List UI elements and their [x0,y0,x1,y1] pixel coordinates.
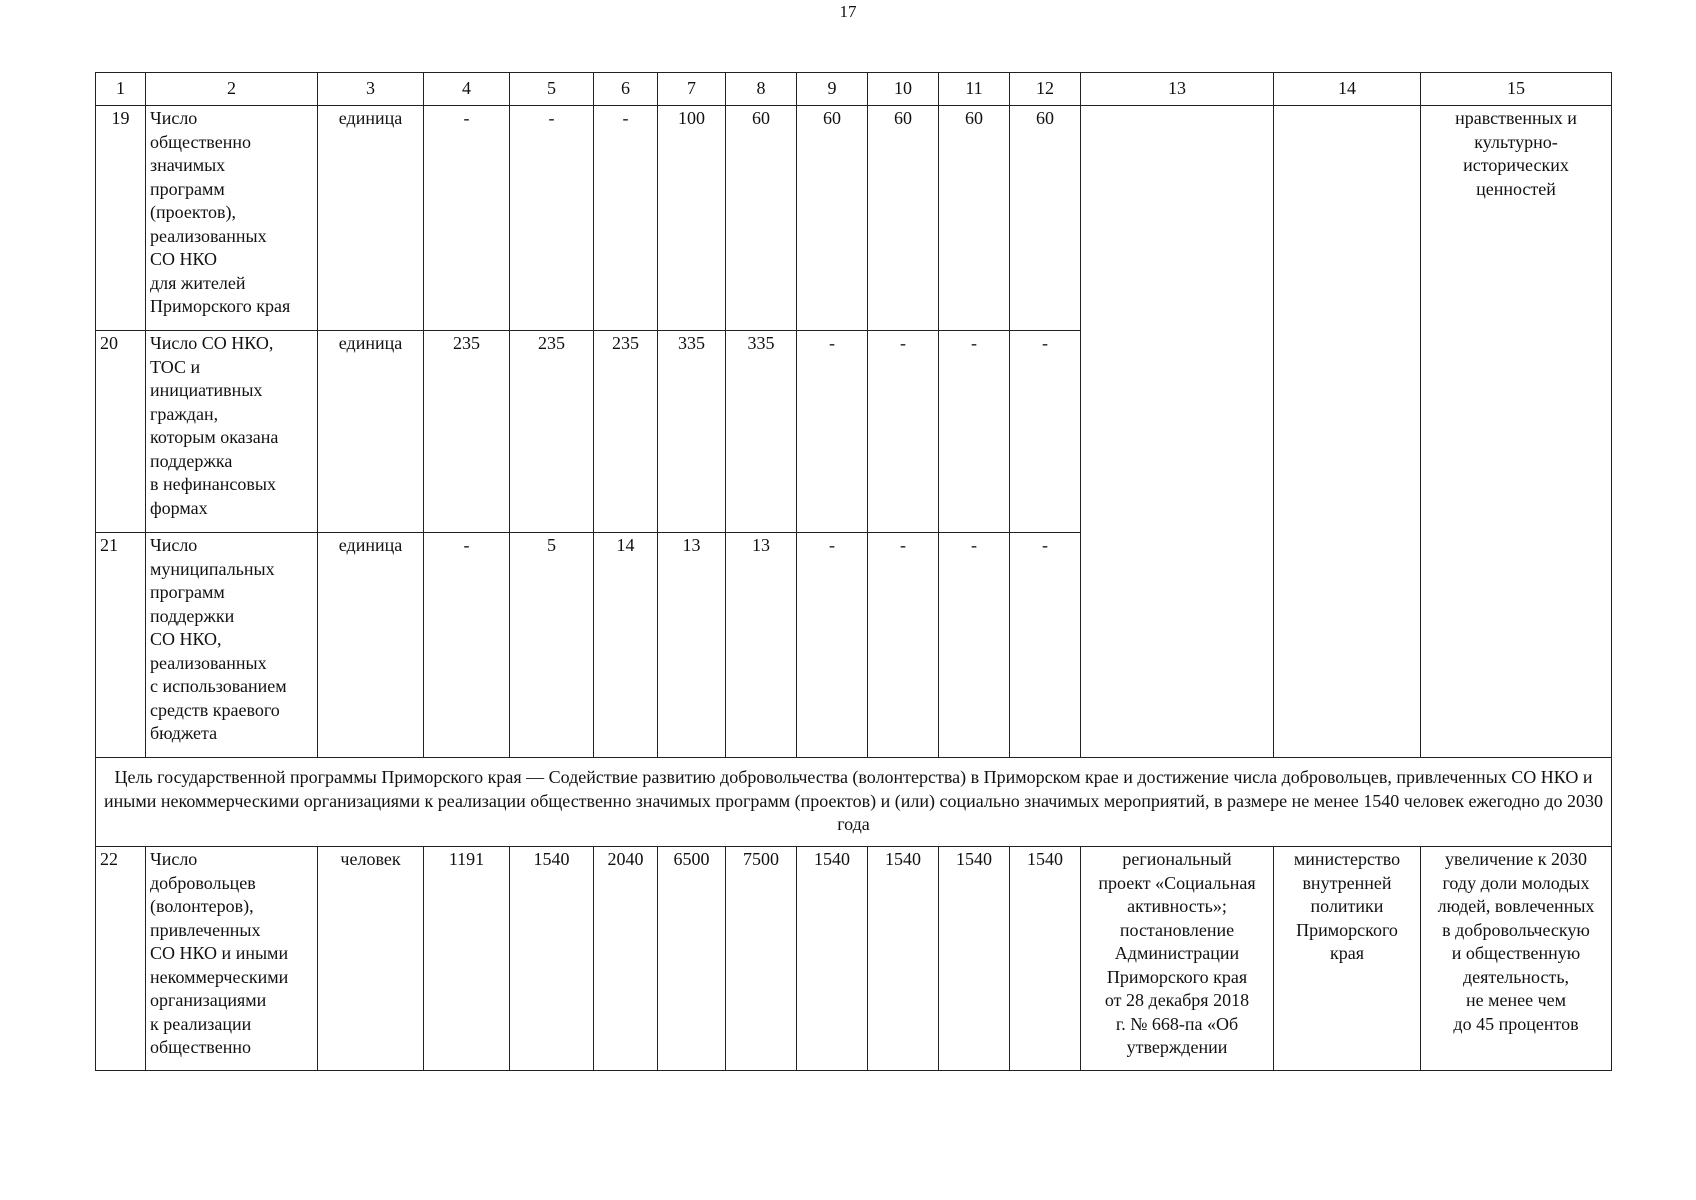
name-line: в нефинансовых [150,474,276,494]
responsible-cell [1274,847,1421,1071]
name-line: СО НКО [150,249,218,269]
name-line: граждан, [150,403,219,424]
value-cell: 60 [726,106,797,331]
name-line: которым оказана [150,427,279,447]
header-cell: 12 [1010,73,1081,106]
unit-cell: человек [318,847,424,1071]
page-number: 17 [839,2,857,21]
value-cell: 335 [658,331,726,533]
value-cell: 1540 [1010,847,1081,1071]
result-cell [1421,106,1612,758]
goal-row [96,758,1612,847]
source-line: Приморского края [1106,966,1248,987]
header-cell: 7 [658,73,726,106]
name-line: СО НКО и иными [150,943,289,963]
responsible-line: края [1329,943,1364,963]
name-line: бюджета [150,723,218,743]
value-cell: 5 [510,533,594,758]
table-row [96,847,1612,1071]
value-cell: - [797,533,868,758]
header-cell: 5 [510,73,594,106]
value-cell: - [868,331,939,533]
indicator-name [146,106,318,331]
source-line: активность»; [1127,896,1227,916]
header-cell: 14 [1274,73,1421,106]
result-line: нравственных и [1455,108,1577,128]
unit-cell: единица [318,106,424,331]
value-cell: 13 [658,533,726,758]
responsible-line: внутренней [1302,872,1392,893]
source-line: региональный [1122,849,1232,869]
result-line: исторических [1463,155,1569,175]
name-line: организациями [150,990,267,1010]
header-cell: 4 [424,73,510,106]
name-line: (волонтеров), [150,896,254,916]
value-cell: - [1010,533,1081,758]
source-line: постановление [1119,919,1235,940]
value-cell: - [424,533,510,758]
name-line: Приморского края [150,296,291,316]
name-line: общественно [150,131,251,152]
result-line: деятельность, [1462,966,1570,987]
header-cell: 15 [1421,73,1612,106]
value-cell: 60 [939,106,1010,331]
unit-cell: единица [318,331,424,533]
name-line: некоммерческими [150,966,289,987]
name-line: Число [150,108,198,128]
value-cell: 1540 [868,847,939,1071]
indicator-name [146,331,318,533]
result-line: людей, вовлеченных [1437,896,1595,916]
value-cell: 60 [868,106,939,331]
indicator-name [146,533,318,758]
name-line: ТОС и [150,356,201,377]
name-line: с использованием [150,676,287,696]
value-cell: - [868,533,939,758]
value-cell: 6500 [658,847,726,1071]
result-line: увеличение к 2030 [1444,849,1588,869]
result-line: культурно- [1474,131,1558,152]
value-cell: - [594,106,658,331]
name-line: значимых [150,155,226,175]
name-line: Число [150,849,198,869]
indicator-name [146,847,318,1071]
value-cell: 2040 [594,847,658,1071]
table-row [96,106,1612,331]
value-cell: 1191 [424,847,510,1071]
name-line: привлеченных [150,919,261,940]
name-line: СО НКО, [150,629,222,649]
row-number: 19 [96,106,146,331]
name-line: средств краевого [150,699,280,720]
row-number: 22 [96,847,146,1071]
header-cell: 6 [594,73,658,106]
value-cell: 335 [726,331,797,533]
header-row [96,73,1612,106]
result-line: ценностей [1476,178,1556,199]
name-line: формах [150,497,208,518]
source-line: утверждении [1126,1037,1228,1057]
value-cell: - [939,533,1010,758]
value-cell: 1540 [510,847,594,1071]
responsible-cell-empty [1274,106,1421,758]
name-line: поддержки [150,605,235,626]
value-cell: 60 [1010,106,1081,331]
header-cell: 11 [939,73,1010,106]
name-line: добровольцев [150,872,256,893]
source-line: г. № 668-па «Об [1115,1013,1239,1034]
source-line: проект «Социальная [1098,872,1256,893]
header-cell: 2 [146,73,318,106]
value-cell: - [797,331,868,533]
source-cell-empty [1081,106,1274,758]
value-cell: - [939,331,1010,533]
name-line: для жителей [150,272,246,293]
responsible-line: министерство [1293,849,1401,869]
value-cell: 13 [726,533,797,758]
name-line: (проектов), [150,202,236,222]
name-line: к реализации [150,1013,252,1034]
name-line: инициативных [150,380,263,400]
name-line: реализованных [150,225,267,246]
unit-cell: единица [318,533,424,758]
name-line: поддержка [150,450,233,471]
result-cell [1421,847,1612,1071]
value-cell: 1540 [797,847,868,1071]
source-line: от 28 декабря 2018 [1104,990,1250,1010]
value-cell: - [1010,331,1081,533]
value-cell: 14 [594,533,658,758]
header-cell: 13 [1081,73,1274,106]
header-cell: 10 [868,73,939,106]
result-line: в добровольческую [1442,919,1590,940]
result-line: не менее чем [1465,990,1567,1010]
name-line: общественно [150,1037,251,1057]
name-line: реализованных [150,652,267,673]
value-cell: - [510,106,594,331]
value-cell: 100 [658,106,726,331]
result-line: и общественную [1451,943,1581,963]
program-goal-text: Цель государственной программы Приморского края — Содействие развитию добровольчества (волонтерства) в Приморском крае и достижение числа добровольцев, привлеченных СО НКО и иными некоммерческими организациями к реализации общественно значимых программ (проектов) и (или) социально значимых мероприятий, в размере не менее 1540 человек ежегодно до 2030 года [96,758,1612,847]
name-line: Число СО НКО, [150,333,274,353]
header-cell: 1 [96,73,146,106]
header-cell: 3 [318,73,424,106]
result-line: до 45 процентов [1453,1013,1579,1034]
name-line: программ [150,178,225,199]
result-line: году доли молодых [1442,872,1590,893]
responsible-line: Приморского [1296,919,1398,940]
value-cell: 60 [797,106,868,331]
row-number: 21 [96,533,146,758]
value-cell: - [424,106,510,331]
indicators-table [95,72,1612,1071]
source-cell [1081,847,1274,1071]
value-cell: 7500 [726,847,797,1071]
value-cell: 235 [510,331,594,533]
row-number: 20 [96,331,146,533]
value-cell: 1540 [939,847,1010,1071]
source-line: Администрации [1114,943,1240,963]
value-cell: 235 [424,331,510,533]
responsible-line: политики [1310,896,1384,916]
value-cell: 235 [594,331,658,533]
header-cell: 9 [797,73,868,106]
name-line: муниципальных [150,558,275,579]
header-cell: 8 [726,73,797,106]
name-line: Число [150,535,198,555]
name-line: программ [150,582,225,602]
